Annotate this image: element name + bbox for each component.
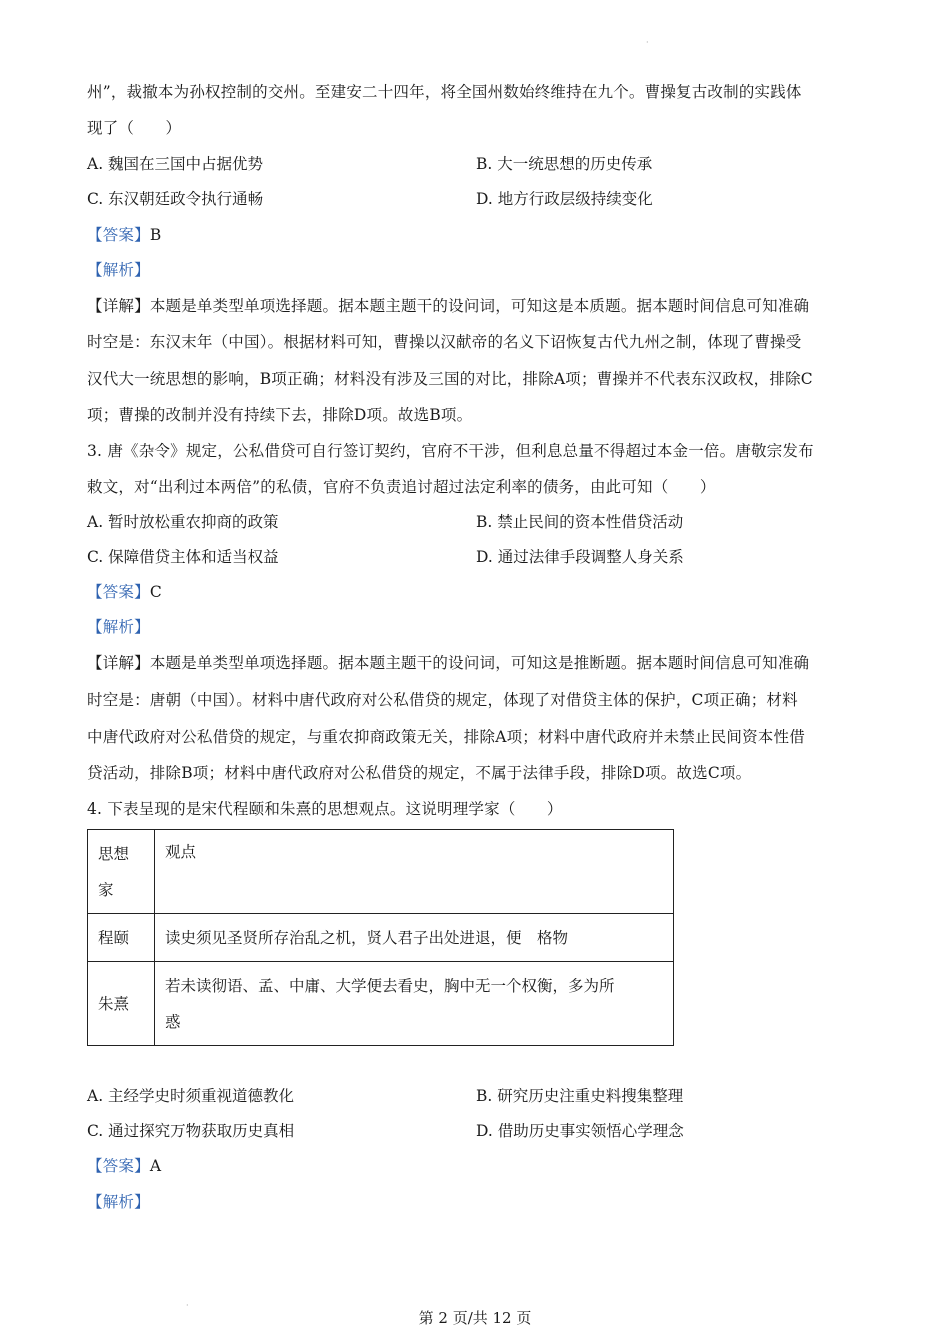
q2-detail-line-1 <box>87 296 809 316</box>
q2-option-a: A. 魏国在三国中占据优势 <box>87 155 264 173</box>
scan-dot: · <box>186 1301 189 1310</box>
scan-dot: · <box>646 38 649 47</box>
q4-option-a: A. 主经学史时须重视道德教化 <box>87 1087 295 1105</box>
row-view-zhuxi <box>155 962 674 1046</box>
q2-detail-line-3: 汉代大一统思想的影响，B项正确；材料没有涉及三国的对比，排除A项；曹操并不代表东汉政权，排除C <box>87 370 813 388</box>
q3-answer <box>87 582 162 602</box>
thinkers-table <box>87 829 674 1046</box>
q4-analysis-tag: 【解析】 <box>87 1193 150 1211</box>
q2-detail-line-4: 项；曹操的改制并没有持续下去，排除D项。故选B项。 <box>87 406 473 424</box>
row-thinker-zhuxi: 朱熹 <box>88 962 155 1046</box>
detail-tag: 【详解】 <box>87 297 150 315</box>
view-line-2: 惑 <box>165 1012 181 1031</box>
q3-detail-line-3: 中唐代政府对公私借贷的规定，与重农抑商政策无关，排除A项；材料中唐代政府并未禁止民间资本性借 <box>87 728 805 746</box>
q4-option-d: D. 借助历史事实领悟心学理念 <box>476 1122 684 1140</box>
header-thinker <box>88 830 155 914</box>
q4-option-b: B. 研究历史注重史料搜集整理 <box>476 1087 684 1105</box>
q3-stem-line-2: 敕文，对“出利过本两倍”的私债，官府不负责追讨超过法定利率的债务，由此可知（ ） <box>87 478 716 496</box>
answer-value: B <box>149 226 162 244</box>
row-thinker-chengyi: 程颐 <box>88 914 155 962</box>
q3-option-b: B. 禁止民间的资本性借贷活动 <box>476 513 684 531</box>
table-row <box>88 962 674 1046</box>
detail-tag: 【详解】 <box>87 654 150 672</box>
q2-option-c: C. 东汉朝廷政令执行通畅 <box>87 190 264 208</box>
answer-tag: 【答案】 <box>87 1157 150 1175</box>
q3-analysis-tag: 【解析】 <box>87 618 150 636</box>
table-header-row <box>88 830 674 914</box>
q4-answer <box>87 1156 161 1176</box>
answer-value: C <box>149 583 162 601</box>
q2-option-d: D. 地方行政层级持续变化 <box>476 190 653 208</box>
detail-text: 本题是单类型单项选择题。据本题主题干的设问词，可知这是推断题。据本题时间信息可知准确 <box>149 654 810 672</box>
header-thinker-line-1: 思想 <box>98 844 130 863</box>
table-row <box>88 914 674 962</box>
row-view-chengyi: 读史须见圣贤所存治乱之机，贤人君子出处进退，便 格物 <box>155 914 674 962</box>
q2-answer <box>87 225 161 245</box>
answer-value: A <box>149 1157 162 1175</box>
q3-option-a: A. 暂时放松重农抑商的政策 <box>87 513 279 531</box>
q2-option-b: B. 大一统思想的历史传承 <box>476 155 653 173</box>
q4-stem: 4. 下表呈现的是宋代程颐和朱熹的思想观点。这说明理学家（ ） <box>87 800 563 818</box>
q3-option-d: D. 通过法律手段调整人身关系 <box>476 548 684 566</box>
q3-stem-line-1: 3. 唐《杂令》规定，公私借贷可自行签订契约，官府不干涉，但利息总量不得超过本金一倍。唐敬宗发布 <box>87 442 814 460</box>
view-line-1: 若未读彻语、孟、中庸、大学便去看史，胸中无一个权衡，多为所 <box>165 976 615 995</box>
q3-detail-line-1 <box>87 653 809 673</box>
q3-detail-line-4: 贷活动，排除B项；材料中唐代政府对公私借贷的规定，不属于法律手段，排除D项。故选C项。 <box>87 764 752 782</box>
answer-tag: 【答案】 <box>87 583 150 601</box>
q3-option-c: C. 保障借贷主体和适当权益 <box>87 548 279 566</box>
header-thinker-line-2: 家 <box>98 880 114 899</box>
answer-tag: 【答案】 <box>87 226 150 244</box>
q2-detail-line-2: 时空是：东汉末年（中国）。根据材料可知，曹操以汉献帝的名义下诏恢复古代九州之制，体现了曹操受 <box>87 333 802 351</box>
q2-stem-line-1: 州”，裁撤本为孙权控制的交州。至建安二十四年，将全国州数始终维持在九个。曹操复古改制的实践体 <box>87 83 802 101</box>
q2-stem-line-2: 现了（ ） <box>87 119 182 137</box>
q3-detail-line-2: 时空是：唐朝（中国）。材料中唐代政府对公私借贷的规定，体现了对借贷主体的保护，C项正确；材料 <box>87 691 798 709</box>
page-footer: 第 2 页/共 12 页 <box>418 1309 532 1327</box>
q2-analysis-tag: 【解析】 <box>87 261 150 279</box>
header-view: 观点 <box>155 830 674 914</box>
detail-text: 本题是单类型单项选择题。据本题主题干的设问词，可知这是本质题。据本题时间信息可知准确 <box>149 297 810 315</box>
q4-option-c: C. 通过探究万物获取历史真相 <box>87 1122 295 1140</box>
